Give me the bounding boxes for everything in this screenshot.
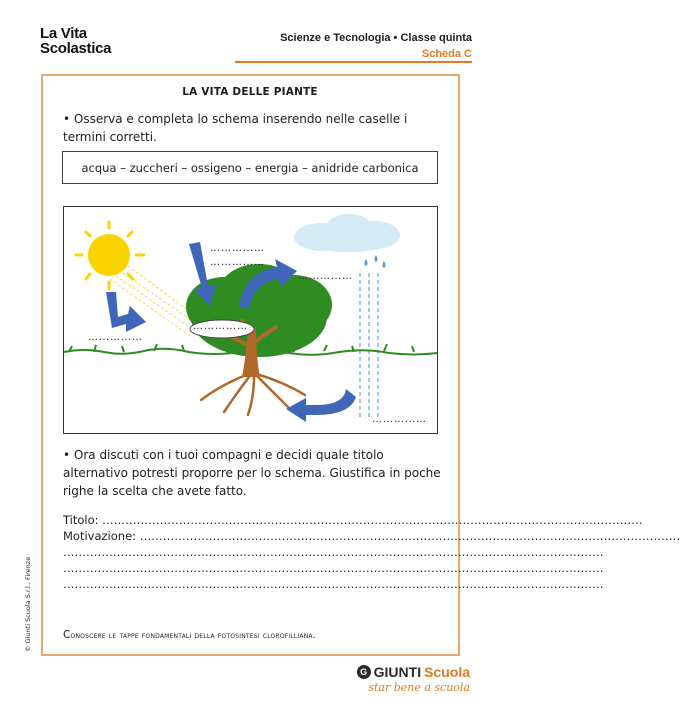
sun-icon <box>76 222 144 289</box>
logo-line-1: La Vita <box>40 25 87 42</box>
exercise-2-instruction: • Ora discuti con i tuoi compagni e decidi quale titolo alternativo potresti proporre per lo schema. Giustifica in poche righe la scelta che avete fatto. <box>63 448 441 498</box>
word-bank-text: acqua – zuccheri – ossigeno – energia – anidride carbonica <box>81 160 419 175</box>
objective-text: onoscere le tappe fondamentali della fotosintesi clorofilliana. <box>70 631 316 641</box>
copyright-notice: © Giunti Scuola S.r.l., Firenze <box>24 556 32 652</box>
motivation-dots: …………………………………………………………………………………………………………………………… <box>139 529 680 543</box>
sheet-label: Scheda C <box>421 48 472 60</box>
blank-right[interactable]: …………… <box>298 271 353 282</box>
brand-scuola: Scuola <box>424 664 470 680</box>
rain-drops-icon <box>365 255 386 268</box>
blank-top-1[interactable]: …………… <box>210 243 265 254</box>
blank-left[interactable]: …………… <box>88 332 143 343</box>
answer-line-1[interactable]: …………………………………………………………………………………………………………………………… <box>63 545 604 559</box>
blank-top-2[interactable]: …………… <box>210 257 265 268</box>
blank-bottom[interactable]: …………… <box>372 414 427 425</box>
sun-rays-icon <box>110 263 200 336</box>
publisher-slogan: star bene a scuola <box>368 681 470 694</box>
brand-giunti: GIUNTI <box>373 664 422 680</box>
header-divider <box>235 61 472 63</box>
photosynthesis-diagram <box>63 206 438 434</box>
title-row[interactable] <box>63 512 643 528</box>
motivation-row[interactable] <box>63 528 680 544</box>
header-info <box>280 30 472 62</box>
title-dots: …………………………………………………………………………………………………………………………… <box>102 513 643 527</box>
publisher-brand <box>357 664 470 680</box>
blank-leaf[interactable]: …………… <box>193 321 248 332</box>
publisher-logo <box>357 664 470 694</box>
subject-label: Scienze e Tecnologia • Classe quinta <box>280 32 472 44</box>
publication-logo <box>40 26 111 56</box>
objective-initial: C <box>63 629 71 641</box>
answer-line-3[interactable]: …………………………………………………………………………………………………………………………… <box>63 577 604 591</box>
logo-line-2: Scolastica <box>40 40 112 57</box>
motivation-label: Motivazione: <box>63 529 140 543</box>
exercise-1-instruction: • Osserva e completa lo schema inserendo nelle caselle i termini corretti. <box>63 112 408 144</box>
answer-line-2[interactable]: …………………………………………………………………………………………………………………………… <box>63 561 604 575</box>
cloud-icon <box>294 214 400 252</box>
arrow-energy-icon <box>106 292 146 332</box>
learning-objective <box>63 629 316 641</box>
giunti-g-icon: G <box>357 665 371 679</box>
rain-lines-icon <box>360 273 378 417</box>
answer-form <box>63 512 680 592</box>
worksheet-title: LA VITA DELLE PIANTE <box>182 86 318 98</box>
title-label: Titolo: <box>63 513 103 527</box>
diagram-illustration <box>64 207 437 433</box>
word-bank-box <box>62 151 438 184</box>
arrow-water-icon <box>286 389 356 422</box>
